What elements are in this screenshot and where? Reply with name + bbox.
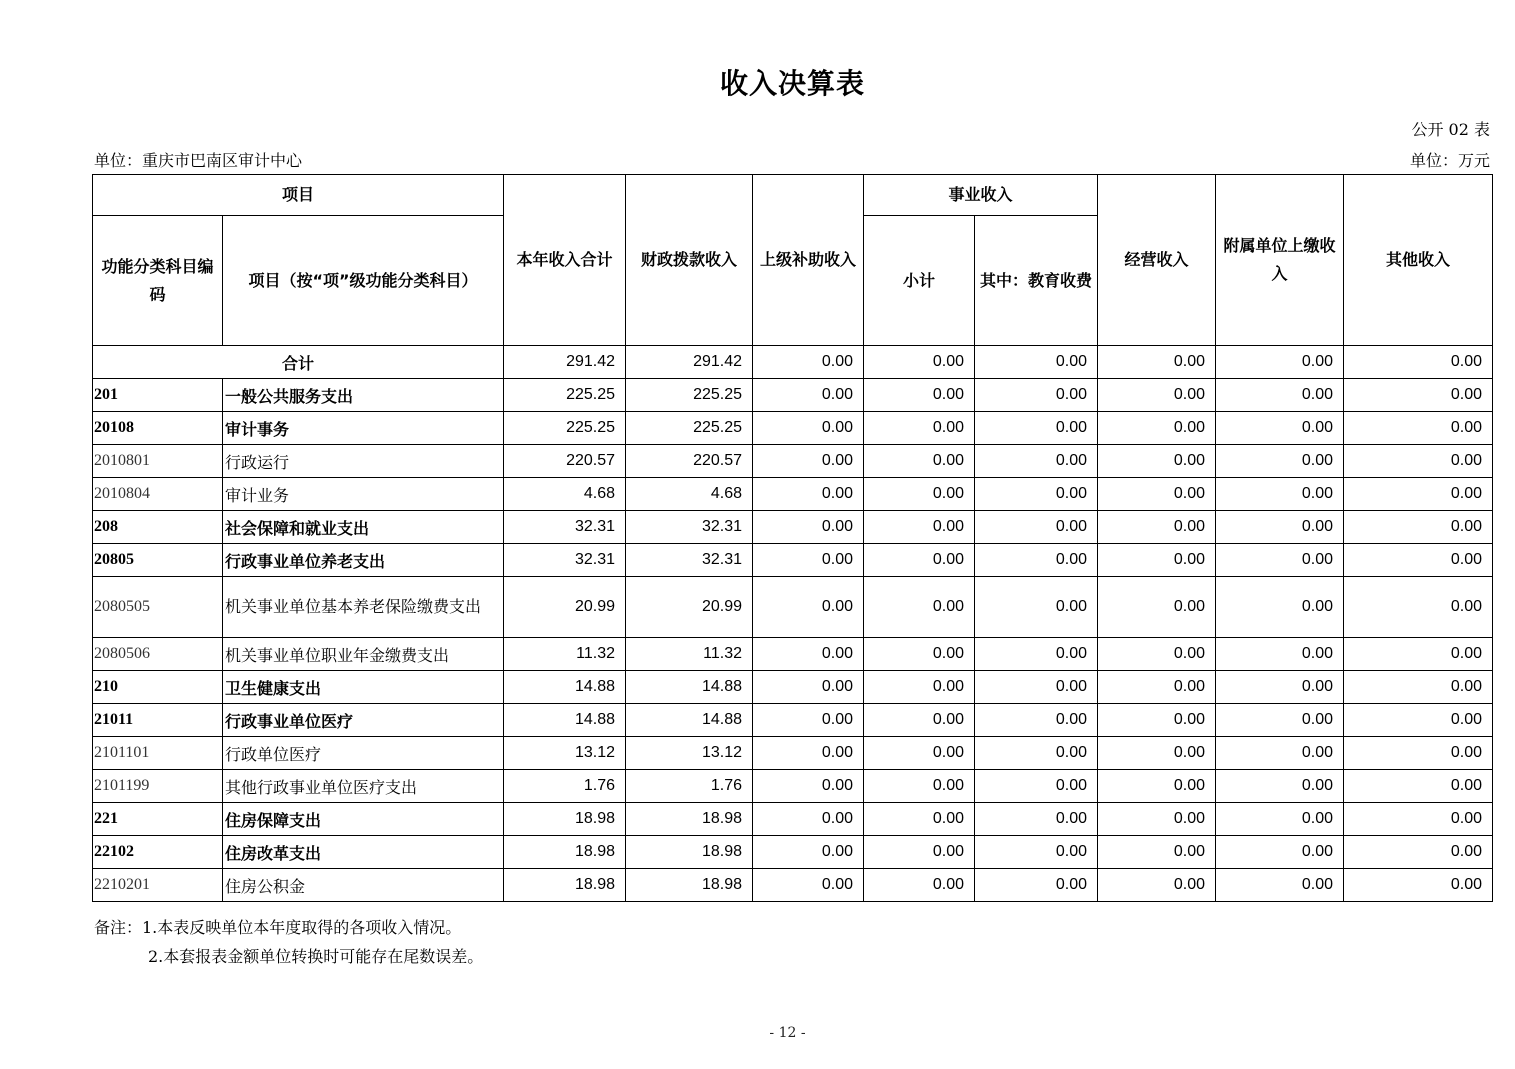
row-value: 18.98 (626, 836, 753, 869)
row-value: 0.00 (753, 379, 864, 412)
table-row (93, 737, 1493, 770)
row-value: 0.00 (1216, 770, 1344, 803)
row-value: 11.32 (504, 638, 626, 671)
row-value: 0.00 (975, 478, 1098, 511)
row-name: 一般公共服务支出 (223, 379, 504, 412)
row-value: 0.00 (1216, 412, 1344, 445)
row-value: 4.68 (504, 478, 626, 511)
table-row (93, 638, 1493, 671)
row-name: 卫生健康支出 (223, 671, 504, 704)
row-value: 0.00 (864, 412, 975, 445)
row-value: 0.00 (753, 869, 864, 902)
row-value: 0.00 (975, 638, 1098, 671)
row-value: 0.00 (975, 803, 1098, 836)
row-value: 0.00 (1098, 803, 1216, 836)
row-value: 13.12 (504, 737, 626, 770)
row-code: 2010804 (93, 478, 223, 511)
table-row (93, 836, 1493, 869)
row-code: 2080506 (93, 638, 223, 671)
row-value: 0.00 (753, 737, 864, 770)
page-title: 收入决算表 (719, 67, 865, 100)
row-value: 32.31 (626, 544, 753, 577)
row-value: 0.00 (975, 544, 1098, 577)
row-value: 0.00 (1344, 544, 1493, 577)
row-value: 0.00 (1344, 638, 1493, 671)
row-value: 0.00 (864, 478, 975, 511)
row-name: 住房公积金 (223, 869, 504, 902)
header-operating: 经营收入 (1098, 175, 1216, 346)
row-value: 0.00 (1098, 836, 1216, 869)
row-code: 2080505 (93, 577, 223, 638)
row-value: 0.00 (1216, 836, 1344, 869)
row-name: 社会保障和就业支出 (223, 511, 504, 544)
income-table (92, 174, 1493, 902)
row-value: 18.98 (504, 836, 626, 869)
row-value: 0.00 (1098, 511, 1216, 544)
row-value: 0.00 (753, 638, 864, 671)
row-value: 0.00 (864, 577, 975, 638)
row-value: 0.00 (1344, 671, 1493, 704)
row-value: 0.00 (1098, 704, 1216, 737)
row-code: 20805 (93, 544, 223, 577)
row-value: 0.00 (1216, 478, 1344, 511)
row-name: 行政单位医疗 (223, 737, 504, 770)
row-value: 0.00 (975, 445, 1098, 478)
table-row (93, 704, 1493, 737)
header-fiscal: 财政拨款收入 (626, 175, 753, 346)
total-value: 0.00 (1216, 346, 1344, 379)
row-value: 0.00 (975, 511, 1098, 544)
row-value: 0.00 (753, 770, 864, 803)
table-row (93, 445, 1493, 478)
row-code: 21011 (93, 704, 223, 737)
row-value: 0.00 (1344, 478, 1493, 511)
row-value: 0.00 (1216, 638, 1344, 671)
unit-organization: 单位：重庆市巴南区审计中心 (94, 151, 303, 170)
row-name: 机关事业单位基本养老保险缴费支出 (223, 577, 504, 638)
row-value: 0.00 (864, 704, 975, 737)
row-value: 225.25 (504, 379, 626, 412)
row-value: 0.00 (1344, 577, 1493, 638)
row-value: 20.99 (626, 577, 753, 638)
row-value: 4.68 (626, 478, 753, 511)
row-value: 0.00 (975, 671, 1098, 704)
total-value: 0.00 (753, 346, 864, 379)
header-total: 本年收入合计 (504, 175, 626, 346)
row-value: 0.00 (864, 544, 975, 577)
table-row (93, 770, 1493, 803)
row-value: 0.00 (1216, 379, 1344, 412)
row-value: 0.00 (975, 869, 1098, 902)
row-code: 210 (93, 671, 223, 704)
header-affiliated: 附属单位上缴收入 (1216, 175, 1344, 346)
row-value: 220.57 (504, 445, 626, 478)
table-row (93, 577, 1493, 638)
total-value: 291.42 (504, 346, 626, 379)
row-code: 20108 (93, 412, 223, 445)
row-value: 0.00 (1344, 737, 1493, 770)
row-value: 18.98 (626, 869, 753, 902)
row-value: 0.00 (1098, 445, 1216, 478)
row-value: 0.00 (1098, 544, 1216, 577)
form-number: 公开 02 表 (1411, 120, 1490, 139)
row-value: 0.00 (1344, 704, 1493, 737)
header-project-group: 项目 (93, 175, 504, 216)
row-value: 225.25 (504, 412, 626, 445)
header-other: 其他收入 (1344, 175, 1493, 346)
note-1: 备注：1.本表反映单位本年度取得的各项收入情况。 (94, 918, 462, 937)
row-value: 0.00 (1098, 577, 1216, 638)
row-code: 201 (93, 379, 223, 412)
header-code: 功能分类科目编码 (93, 216, 223, 346)
total-value: 291.42 (626, 346, 753, 379)
row-value: 0.00 (1344, 379, 1493, 412)
row-value: 0.00 (1216, 869, 1344, 902)
row-value: 0.00 (1344, 770, 1493, 803)
row-value: 18.98 (504, 869, 626, 902)
table-row (93, 412, 1493, 445)
row-code: 22102 (93, 836, 223, 869)
row-value: 0.00 (1098, 671, 1216, 704)
row-value: 0.00 (975, 412, 1098, 445)
header-education: 其中：教育收费 (975, 216, 1098, 346)
row-value: 0.00 (1216, 445, 1344, 478)
row-value: 0.00 (753, 836, 864, 869)
row-value: 0.00 (753, 803, 864, 836)
total-value: 0.00 (864, 346, 975, 379)
row-value: 0.00 (1216, 704, 1344, 737)
row-value: 225.25 (626, 412, 753, 445)
row-value: 0.00 (1216, 737, 1344, 770)
row-value: 32.31 (626, 511, 753, 544)
row-name: 机关事业单位职业年金缴费支出 (223, 638, 504, 671)
header-subtotal: 小计 (864, 216, 975, 346)
row-value: 0.00 (753, 478, 864, 511)
total-value: 0.00 (1098, 346, 1216, 379)
row-value: 0.00 (1216, 671, 1344, 704)
row-value: 0.00 (1344, 869, 1493, 902)
table-row (93, 671, 1493, 704)
row-value: 0.00 (753, 671, 864, 704)
row-value: 0.00 (1098, 770, 1216, 803)
row-value: 0.00 (1216, 803, 1344, 836)
row-value: 0.00 (864, 770, 975, 803)
row-name: 审计事务 (223, 412, 504, 445)
row-value: 0.00 (864, 836, 975, 869)
row-code: 2210201 (93, 869, 223, 902)
row-value: 0.00 (1098, 478, 1216, 511)
table-row (93, 803, 1493, 836)
row-value: 0.00 (753, 445, 864, 478)
row-value: 0.00 (864, 671, 975, 704)
row-value: 14.88 (504, 671, 626, 704)
total-label: 合计 (93, 346, 504, 379)
note-2: 2.本套报表金额单位转换时可能存在尾数误差。 (148, 947, 484, 966)
row-value: 0.00 (975, 770, 1098, 803)
unit-currency: 单位：万元 (1409, 151, 1490, 170)
row-value: 14.88 (626, 704, 753, 737)
row-name: 行政事业单位医疗 (223, 704, 504, 737)
row-value: 0.00 (864, 445, 975, 478)
row-value: 18.98 (504, 803, 626, 836)
row-value: 0.00 (864, 803, 975, 836)
total-row (93, 346, 1493, 379)
row-value: 1.76 (504, 770, 626, 803)
row-value: 0.00 (1344, 803, 1493, 836)
row-value: 0.00 (1098, 737, 1216, 770)
header-business-group: 事业收入 (864, 175, 1098, 216)
row-value: 0.00 (753, 412, 864, 445)
row-name: 行政运行 (223, 445, 504, 478)
row-code: 208 (93, 511, 223, 544)
row-value: 0.00 (975, 577, 1098, 638)
row-value: 0.00 (975, 379, 1098, 412)
row-value: 0.00 (1216, 577, 1344, 638)
row-value: 0.00 (753, 511, 864, 544)
row-code: 2101101 (93, 737, 223, 770)
row-value: 32.31 (504, 544, 626, 577)
row-value: 18.98 (626, 803, 753, 836)
row-value: 0.00 (753, 544, 864, 577)
row-name: 审计业务 (223, 478, 504, 511)
row-value: 225.25 (626, 379, 753, 412)
row-value: 14.88 (504, 704, 626, 737)
row-name: 行政事业单位养老支出 (223, 544, 504, 577)
row-value: 0.00 (975, 704, 1098, 737)
total-value: 0.00 (1344, 346, 1493, 379)
row-value: 0.00 (1216, 544, 1344, 577)
row-value: 0.00 (1098, 412, 1216, 445)
row-value: 0.00 (1344, 836, 1493, 869)
table-body (93, 175, 1493, 902)
page-number: - 12 - (769, 1025, 806, 1041)
row-value: 0.00 (753, 577, 864, 638)
header-name: 项目（按“项”级功能分类科目） (223, 216, 504, 346)
table-row (93, 544, 1493, 577)
row-value: 0.00 (1098, 869, 1216, 902)
row-value: 0.00 (1098, 638, 1216, 671)
row-value: 0.00 (864, 737, 975, 770)
row-value: 13.12 (626, 737, 753, 770)
row-value: 0.00 (864, 869, 975, 902)
row-value: 0.00 (864, 638, 975, 671)
row-value: 0.00 (975, 836, 1098, 869)
row-value: 0.00 (864, 511, 975, 544)
row-code: 2010801 (93, 445, 223, 478)
table-row (93, 379, 1493, 412)
row-value: 0.00 (1344, 511, 1493, 544)
row-value: 0.00 (864, 379, 975, 412)
row-value: 32.31 (504, 511, 626, 544)
row-value: 0.00 (1216, 511, 1344, 544)
row-value: 14.88 (626, 671, 753, 704)
row-value: 0.00 (975, 737, 1098, 770)
row-code: 2101199 (93, 770, 223, 803)
row-name: 住房改革支出 (223, 836, 504, 869)
row-value: 20.99 (504, 577, 626, 638)
row-value: 220.57 (626, 445, 753, 478)
header-superior: 上级补助收入 (753, 175, 864, 346)
header-row-1 (93, 175, 1493, 216)
row-name: 住房保障支出 (223, 803, 504, 836)
row-value: 1.76 (626, 770, 753, 803)
table-row (93, 478, 1493, 511)
row-value: 0.00 (1098, 379, 1216, 412)
row-value: 0.00 (1344, 445, 1493, 478)
row-value: 11.32 (626, 638, 753, 671)
total-value: 0.00 (975, 346, 1098, 379)
table-row (93, 869, 1493, 902)
table-row (93, 511, 1493, 544)
row-code: 221 (93, 803, 223, 836)
row-value: 0.00 (1344, 412, 1493, 445)
row-name: 其他行政事业单位医疗支出 (223, 770, 504, 803)
row-value: 0.00 (753, 704, 864, 737)
